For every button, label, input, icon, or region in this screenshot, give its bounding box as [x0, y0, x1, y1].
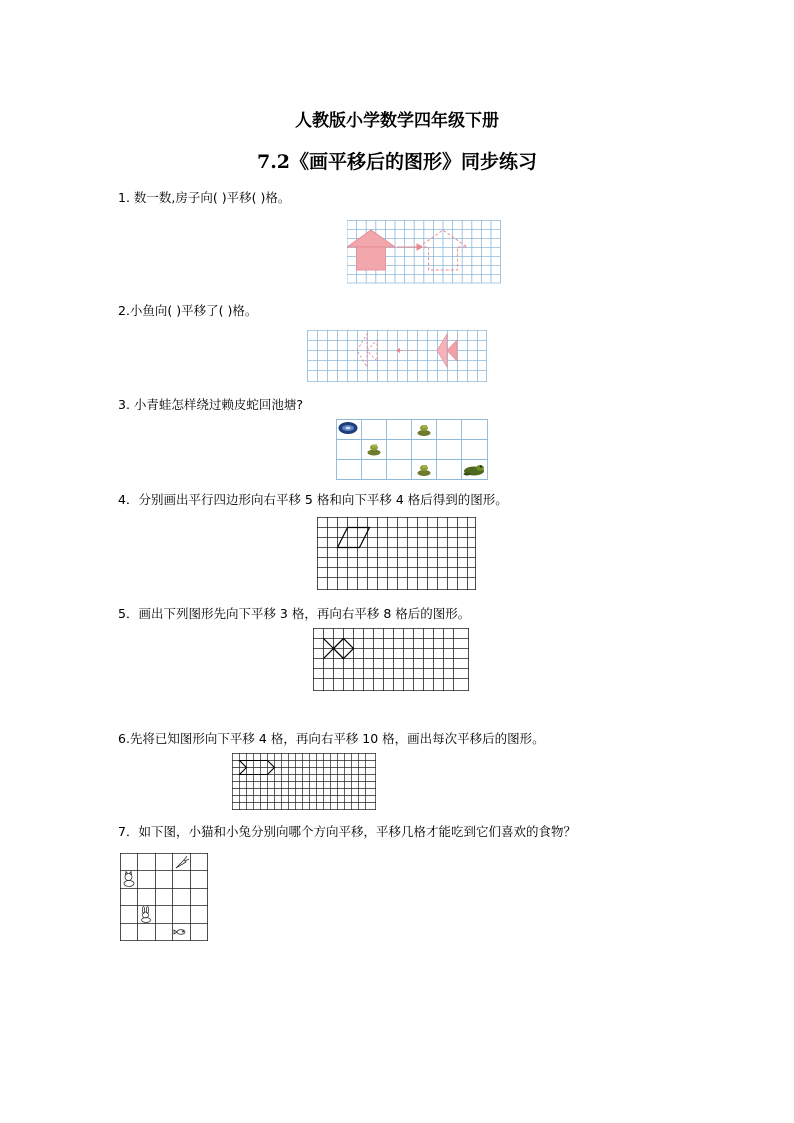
question-2: 2.小鱼向( )平移了( )格。: [118, 303, 258, 318]
snake-icon: [368, 445, 381, 456]
page-title: 人教版小学数学四年级下册: [295, 111, 499, 131]
question-4: 4．分别画出平行四边形向右平移 5 格和向下平移 4 格后得到的图形。: [118, 492, 508, 507]
snake-icon: [418, 425, 431, 436]
question-6: 6.先将已知图形向下平移 4 格，再向右平移 10 格，画出每次平移后的图形。: [118, 731, 545, 746]
frog-maze-figure: [336, 419, 488, 480]
fish-grid-figure: [307, 330, 487, 382]
question-1: 1. 数一数,房子向( )平移( )格。: [118, 190, 291, 205]
page-subtitle: 7.2《画平移后的图形》同步练习: [256, 151, 538, 173]
frog-icon: [464, 465, 485, 476]
arrow-grid-figure: [232, 753, 376, 810]
fish-icon: [437, 334, 457, 367]
diamond-grid-figure: [313, 628, 469, 691]
question-5: 5．画出下列图形先向下平移 3 格，再向右平移 8 格后的图形。: [118, 606, 471, 621]
pond-icon: [339, 422, 358, 434]
carrot-icon: [176, 856, 189, 868]
question-7: 7．如下图，小猫和小兔分别向哪个方向平移，平移几格才能吃到它们喜欢的食物？: [118, 824, 576, 839]
cat-icon: [124, 872, 134, 887]
question-3: 3. 小青蛙怎样绕过赖皮蛇回池塘?: [118, 397, 304, 412]
move-arrow: [397, 244, 422, 250]
cat-rabbit-grid-figure: [120, 853, 208, 941]
rabbit-icon: [142, 907, 151, 923]
snake-icon: [418, 465, 431, 476]
house-grid-figure: [347, 220, 501, 284]
house-icon: [347, 230, 395, 270]
fish-food-icon: [174, 930, 185, 935]
parallelogram-grid-figure: [317, 517, 476, 590]
